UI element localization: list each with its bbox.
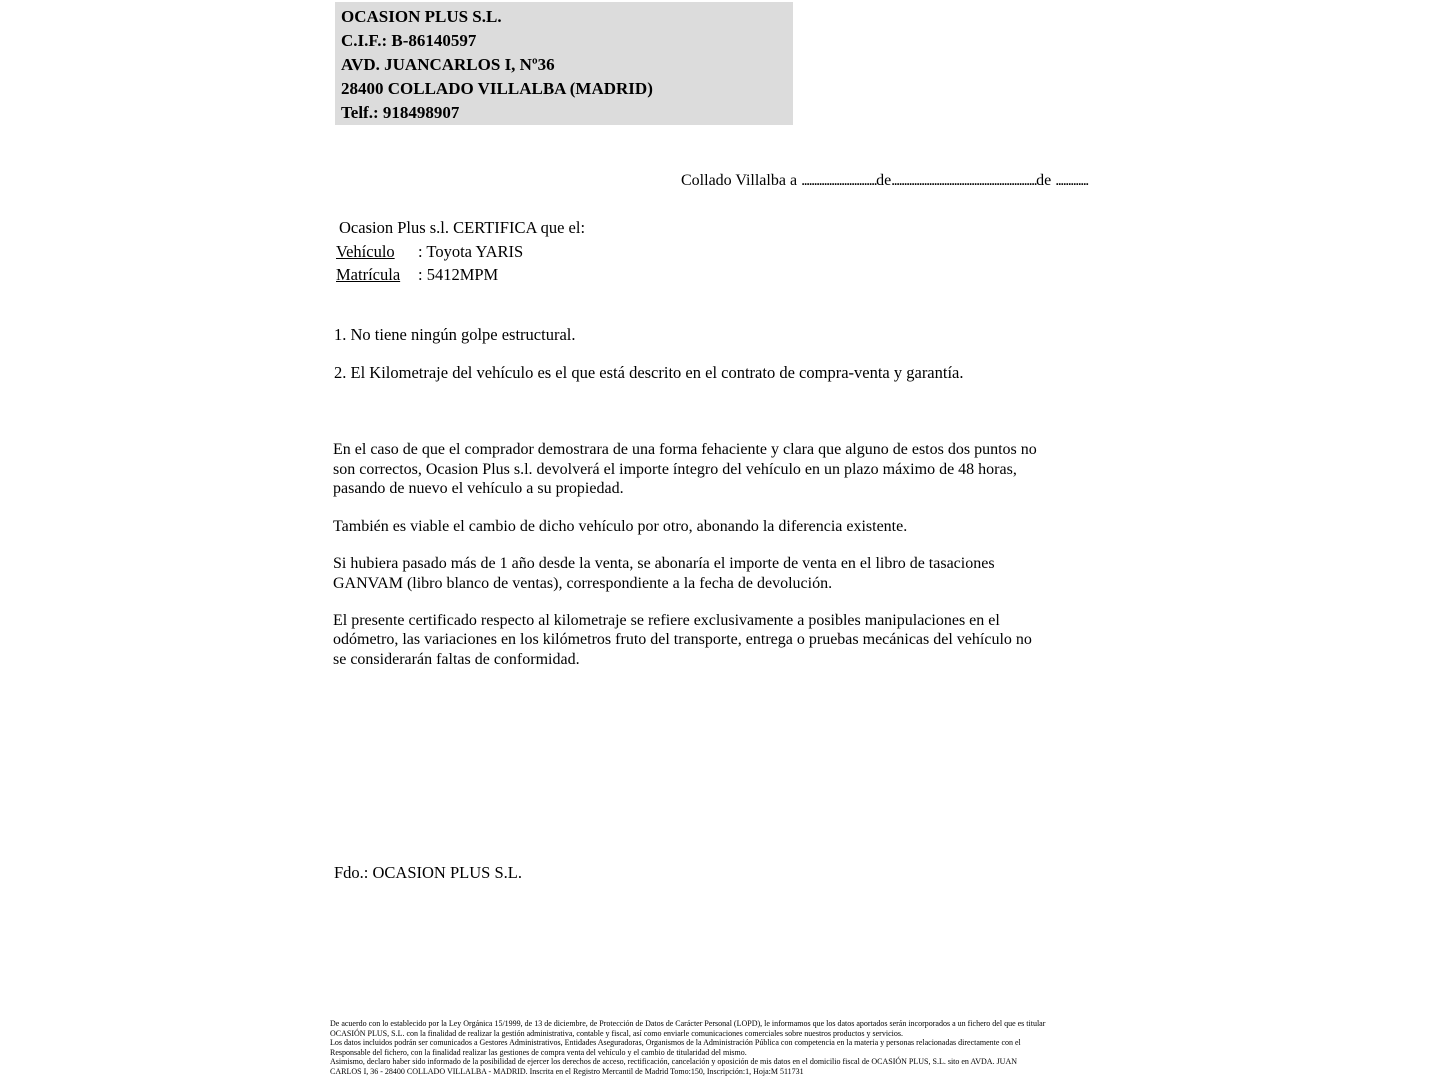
paragraph-ganvam xyxy=(333,554,1108,593)
paragraph-refund xyxy=(333,440,1108,499)
signature-line: Fdo.: OCASION PLUS S.L. xyxy=(334,863,522,882)
company-cif: C.I.F.: B-86140597 xyxy=(341,31,477,50)
legal-line: Los datos incluidos podrán ser comunicados a Gestores Administrativos, Entidades Aseguradoras, Organismos de la Administración Pública con competencia en la materia y personas relacionadas directamente con el xyxy=(330,1038,1021,1048)
paragraph-line: Si hubiera pasado más de 1 año desde la venta, se abonaría el importe de venta en el libro de tasaciones xyxy=(333,554,995,572)
paragraph-line: También es viable el cambio de dicho vehículo por otro, abonando la diferencia existente. xyxy=(333,517,908,535)
paragraph-line: El presente certificado respecto al kilometraje se refiere exclusivamente a posibles manipulaciones en el xyxy=(333,611,1000,629)
terms-block xyxy=(333,440,1108,687)
vehicle-field xyxy=(336,240,585,264)
company-address: AVD. JUANCARLOS I, Nº36 xyxy=(341,55,555,74)
date-month-blank: .......................................................... xyxy=(891,172,1037,189)
vehicle-label: Vehículo xyxy=(336,241,395,261)
legal-notice xyxy=(330,1019,1110,1076)
date-de-2: de xyxy=(1036,172,1056,189)
paragraph-odometer xyxy=(333,611,1108,670)
plate-value: : 5412MPM xyxy=(418,265,499,284)
legal-line: Asimismo, declaro haber sido informado de la posibilidad de ejercer los derechos de acceso, rectificación, cancelación y oposición de mis datos en el domicilio fiscal de OCASIÓN PLUS, S.L. sito en AVDA. JUAN xyxy=(330,1057,1018,1067)
date-line xyxy=(681,170,1088,192)
legal-line: CARLOS I, 36 - 28400 COLLADO VILLALBA - MADRID. Inscrita en el Registro Mercantil de Madrid Tomo:150, Inscripción:1, Hoja:M 511731 xyxy=(330,1066,804,1076)
date-year-blank: ............. xyxy=(1055,172,1088,189)
company-name: OCASION PLUS S.L. xyxy=(341,7,502,26)
paragraph-line: odómetro, las variaciones en los kilómetros fruto del transporte, entrega o pruebas mecánicas del vehículo no xyxy=(333,631,1032,649)
paragraph-line: se considerarán faltas de conformidad. xyxy=(333,651,580,669)
date-de-1: de xyxy=(876,172,892,189)
points-block xyxy=(334,325,964,401)
paragraph-exchange xyxy=(333,517,1108,537)
legal-line: Responsable del fichero, con la finalidad realizar las gestiones de compra venta del vehículo y el cambio de titularidad del mismo. xyxy=(330,1047,747,1057)
date-day-blank: .............................. xyxy=(801,172,877,189)
legal-line: De acuerdo con lo establecido por la Ley Orgánica 15/1999, de 13 de diciembre, de Protección de Datos de Carácter Personal (LOPD), le informamos que los datos aportados serán incorporados a un fichero del que es titular xyxy=(330,1019,1046,1028)
paragraph-line: En el caso de que el comprador demostrara de una forma fehaciente y clara que alguno de estos dos puntos no xyxy=(333,441,1037,458)
paragraph-line: pasando de nuevo el vehículo a su propiedad. xyxy=(333,480,624,498)
company-phone: Telf.: 918498907 xyxy=(341,103,460,122)
company-header-box xyxy=(335,2,793,125)
paragraph-line: GANVAM (libro blanco de ventas), correspondiente a la fecha de devolución. xyxy=(333,574,833,592)
plate-field xyxy=(336,263,585,287)
paragraph-line: son correctos, Ocasion Plus s.l. devolverá el importe íntegro del vehículo en un plazo máximo de 48 horas, xyxy=(333,460,1017,478)
legal-line: OCASIÓN PLUS, S.L. con la finalidad de realizar la gestión administrativa, contable y fiscal, así como enviarle comunicaciones comerciales sobre nuestros productos y servicios. xyxy=(330,1028,903,1038)
certify-block xyxy=(336,216,585,287)
plate-label-wrap xyxy=(336,263,418,287)
date-place-text: Collado Villalba a xyxy=(681,172,802,189)
vehicle-value: : Toyota YARIS xyxy=(418,241,524,261)
point-1: 1. No tiene ningún golpe estructural. xyxy=(334,325,576,344)
certify-intro: Ocasion Plus s.l. CERTIFICA que el: xyxy=(339,218,586,237)
company-city: 28400 COLLADO VILLALBA (MADRID) xyxy=(341,79,653,98)
plate-label: Matrícula xyxy=(336,265,401,284)
vehicle-label-wrap xyxy=(336,240,418,264)
point-2: 2. El Kilometraje del vehículo es el que está descrito en el contrato de compra-venta y garantía. xyxy=(334,363,964,382)
